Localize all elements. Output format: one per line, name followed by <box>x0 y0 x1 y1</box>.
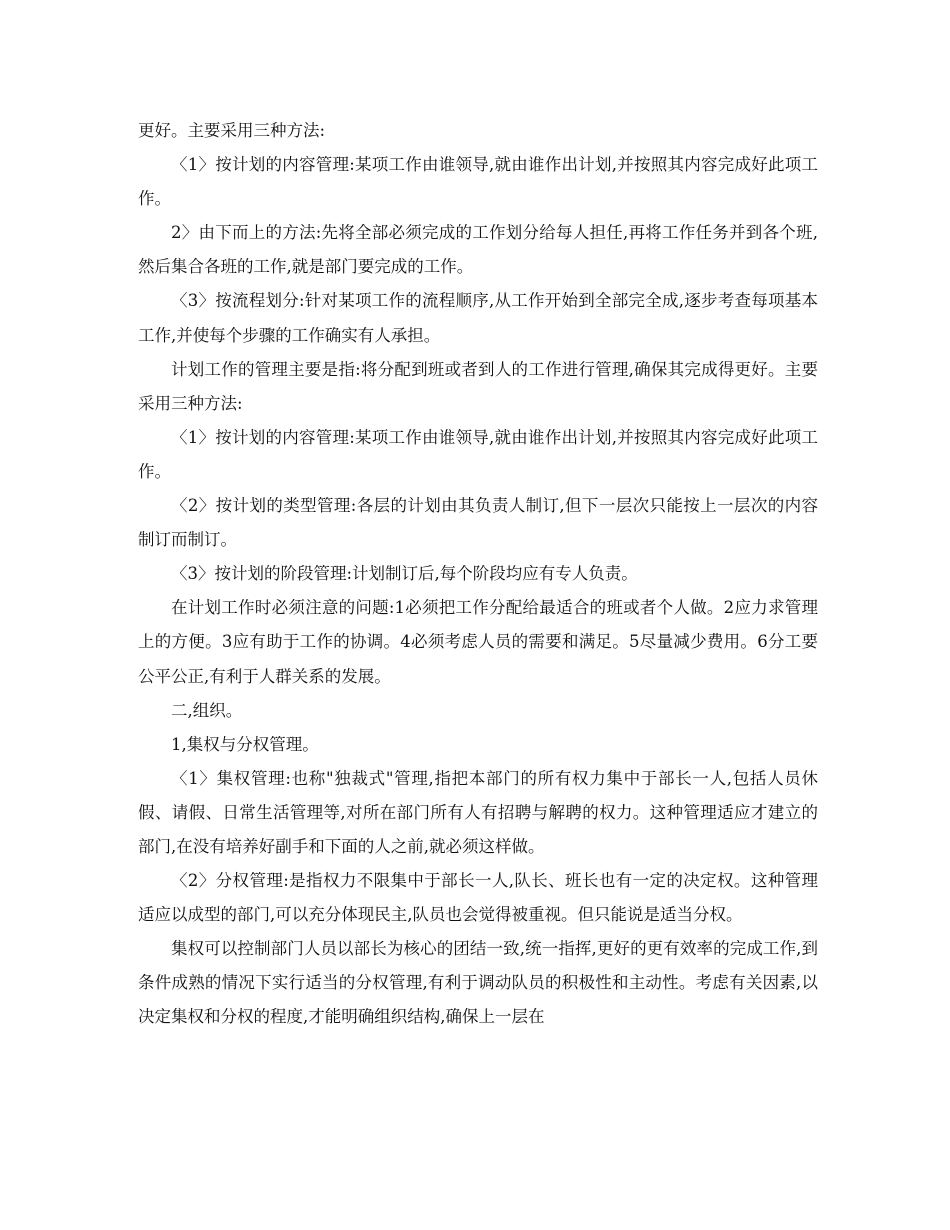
section-heading-organization: 二,组织。 <box>171 700 243 720</box>
paragraph-planning-notes: 在计划工作时必须注意的问题:1必须把工作分配给最适合的班或者个人做。2应力求管理上的方便。3应有助于工作的协调。4必须考虑人员的需要和满足。5尽量减少费用。6分工要公平公正,有利于人群关系的发展。 <box>138 598 818 686</box>
paragraph-method-stage: 〈3〉按计划的阶段管理:计划制订后,每个阶段均应有专人负责。 <box>171 564 638 584</box>
paragraph-centralization-summary: 集权可以控制部门人员以部长为核心的团结一致,统一指挥,更好的更有效率的完成工作,到条件成熟的情况下实行适当的分权管理,有利于调动队员的积极性和主动性。考虑有关因素,以决定集权和分权的程度,才能明确组织结构,确保上一层在 <box>138 939 818 1027</box>
paragraph-method-bottom-up: 2〉由下而上的方法:先将全部必须完成的工作划分给每人担任,再将工作任务并到各个班,然后集合各班的工作,就是部门要完成的工作。 <box>138 223 818 277</box>
paragraph-method-content-2: 〈1〉按计划的内容管理:某项工作由谁领导,就由谁作出计划,并按照其内容完成好此项工作。 <box>138 427 818 481</box>
paragraph-centralized-management: 〈1〉集权管理:也称"独裁式"管理,指把本部门的所有权力集中于部长一人,包括人员休假、请假、日常生活管理等,对所在部门所有人有招聘与解聘的权力。这种管理适应才建立的部门,在没有培养好副手和下面的人之前,就必须这样做。 <box>138 768 818 856</box>
subsection-heading-centralization: 1,集权与分权管理。 <box>171 734 319 754</box>
document-body <box>138 114 818 1035</box>
paragraph-method-process: 〈3〉按流程划分:针对某项工作的流程顺序,从工作开始到全部完全成,逐步考查每项基本工作,并使每个步骤的工作确实有人承担。 <box>138 291 818 345</box>
paragraph-decentralized-management: 〈2〉分权管理:是指权力不限集中于部长一人,队长、班长也有一定的决定权。这种管理适应以成型的部门,可以充分体现民主,队员也会觉得被重视。但只能说是适当分权。 <box>138 871 818 925</box>
paragraph-plan-management: 计划工作的管理主要是指:将分配到班或者到人的工作进行管理,确保其完成得更好。主要采用三种方法: <box>138 359 818 413</box>
paragraph-method-content-1: 〈1〉按计划的内容管理:某项工作由谁领导,就由谁作出计划,并按照其内容完成好此项工作。 <box>138 155 818 209</box>
paragraph-method-type: 〈2〉按计划的类型管理:各层的计划由其负责人制订,但下一层次只能按上一层次的内容制订而制订。 <box>138 496 818 550</box>
paragraph-continued: 更好。主要采用三种方法: <box>138 121 326 140</box>
